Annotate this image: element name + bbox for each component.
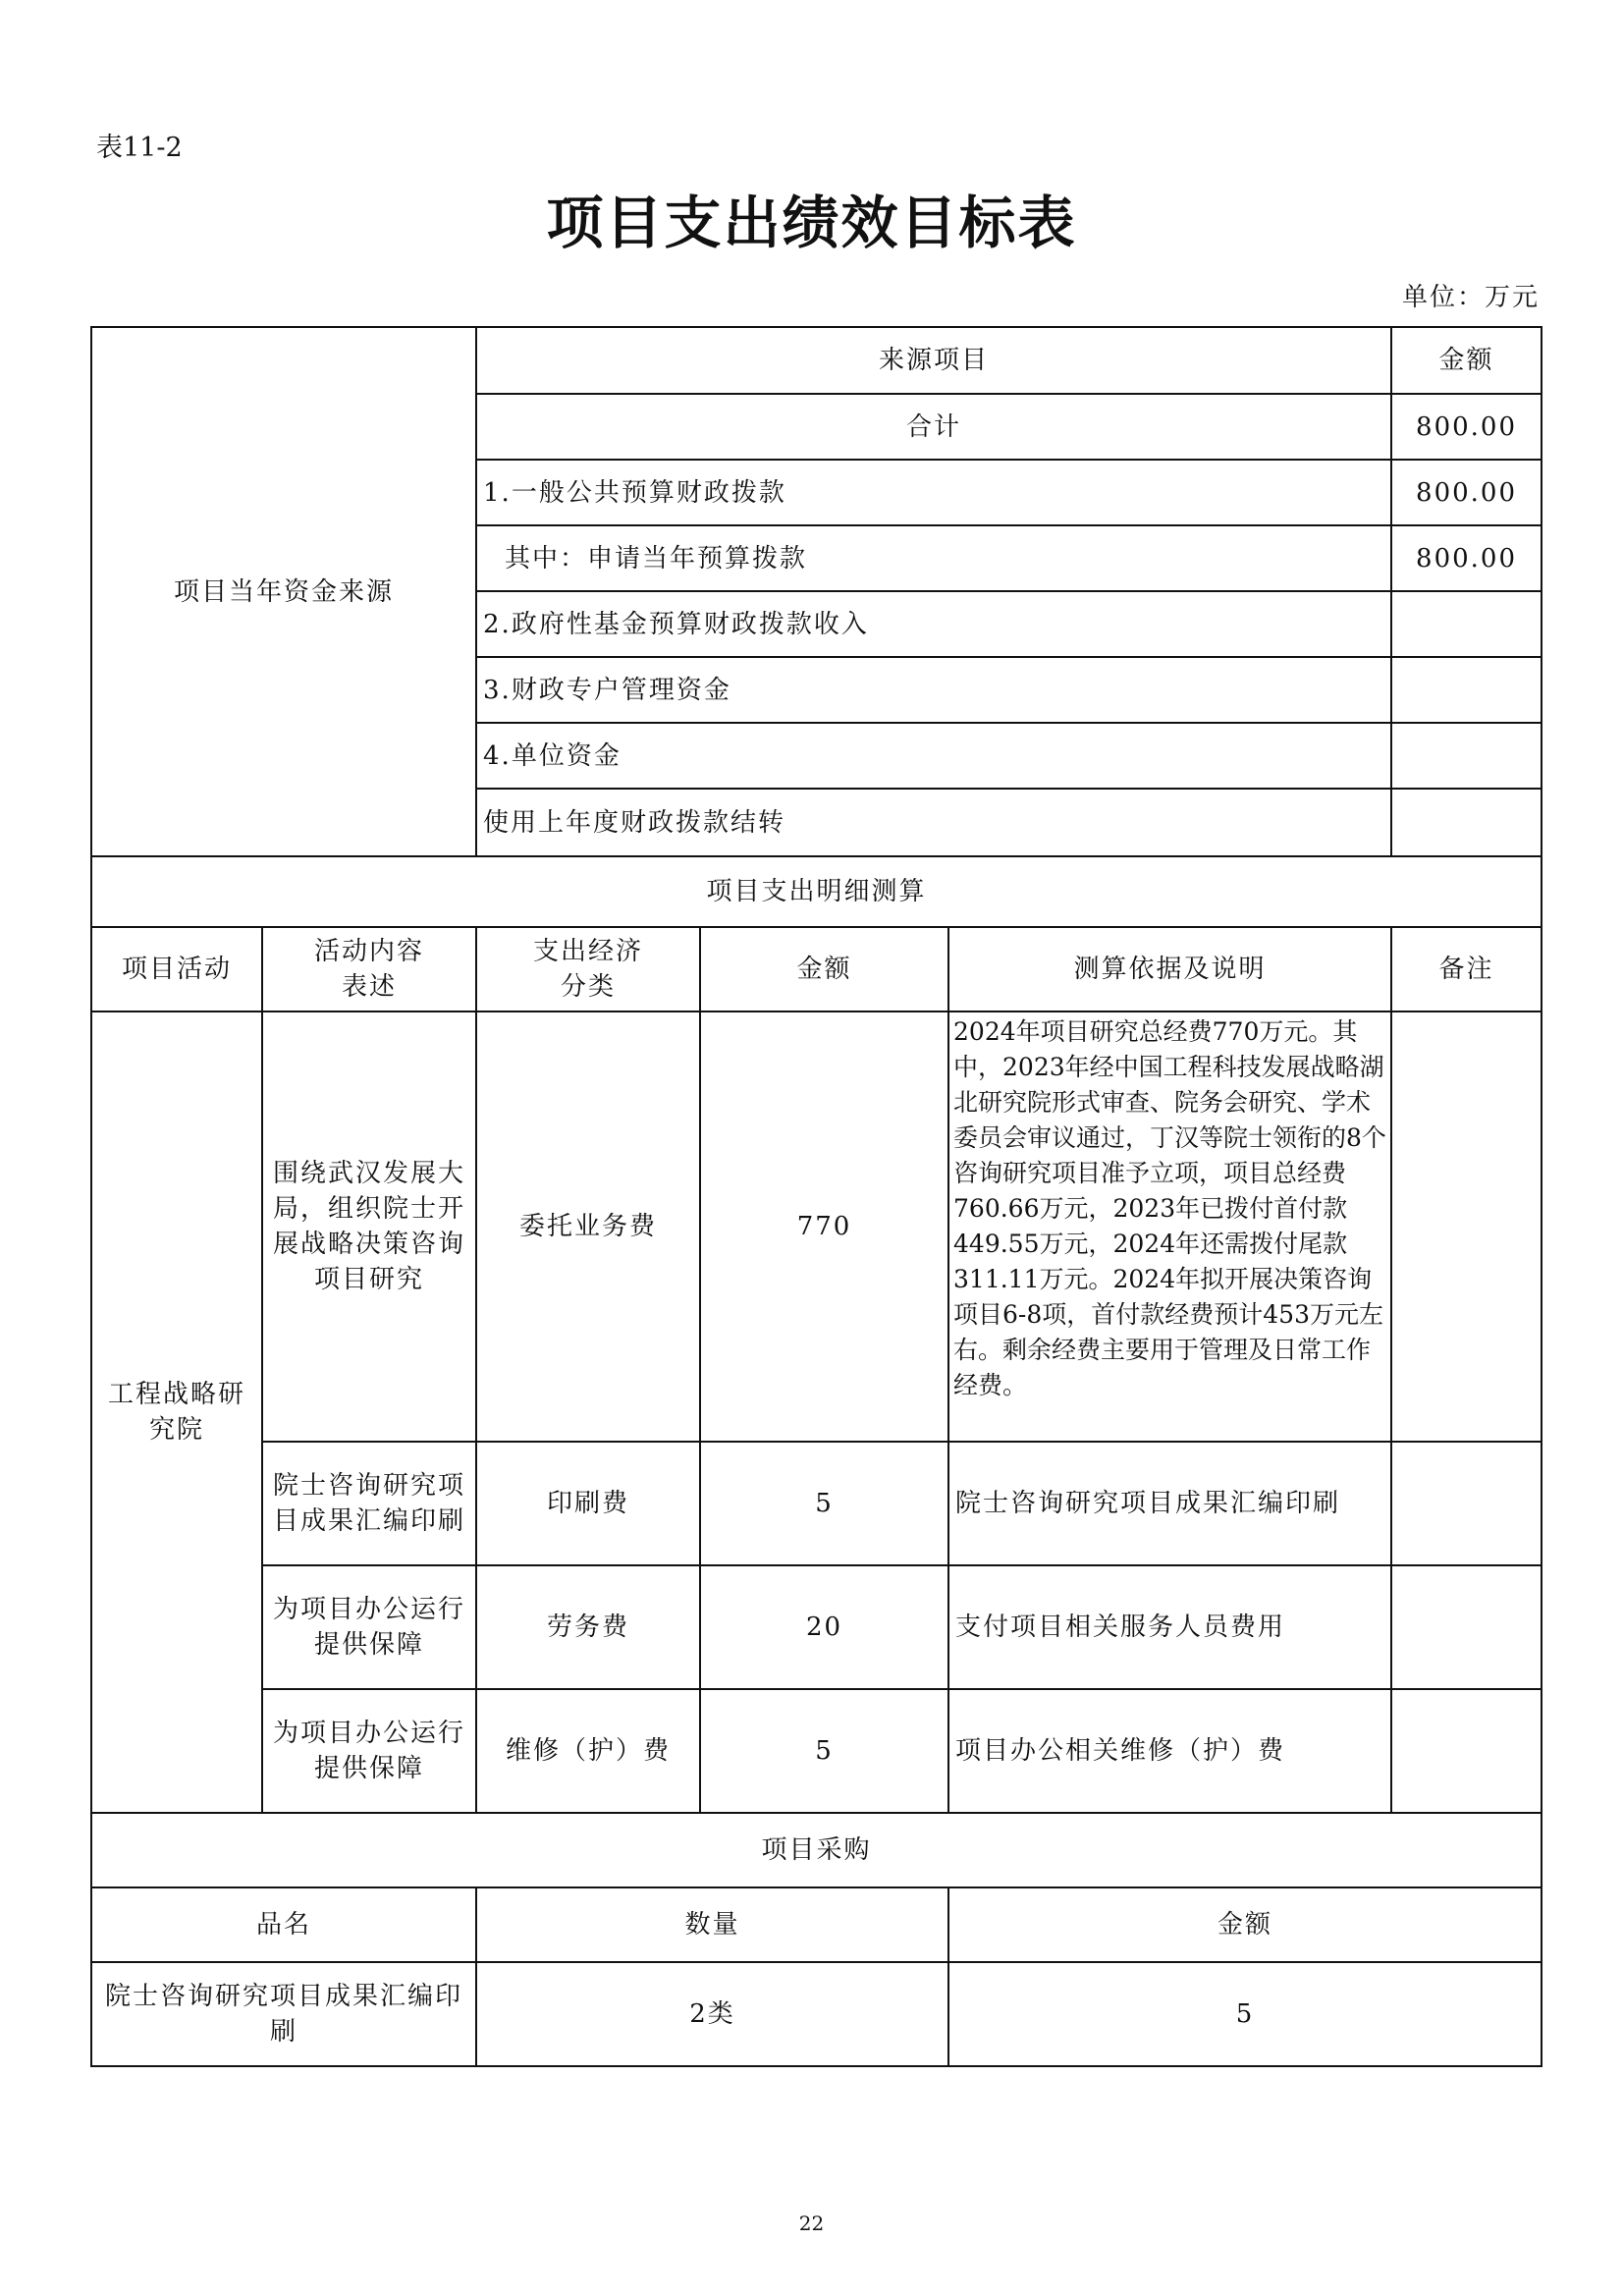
page-number: 22 [798,2212,825,2235]
procurement-header-amount: 金额 [948,1887,1542,1962]
funding-amount-row [1391,789,1542,856]
funding-source-row: 其中：申请当年预算拨款 [476,525,1391,591]
performance-target-table [90,326,1542,2067]
unit-label: 单位：万元 [1401,283,1540,312]
detail-content: 院士咨询研究项目成果汇编印刷 [262,1442,476,1565]
detail-basis: 支付项目相关服务人员费用 [948,1565,1391,1689]
detail-basis: 2024年项目研究总经费770万元。其中，2023年经中国工程科技发展战略湖北研究院形式审查、院务会研究、学术委员会审议通过，丁汉等院士领衔的8个咨询研究项目准予立项，项目总经费760.66万元，2023年已拨付首付款449.55万元，2024年还需拨付尾款311.11万元。2024年拟开展决策咨询项目6-8项，首付款经费预计453万元左右。剩余经费主要用于管理及日常工作经费。 [948,1011,1391,1442]
detail-header-activity: 项目活动 [91,927,262,1011]
funding-amount-total: 800.00 [1391,394,1542,460]
detail-amount: 20 [700,1565,948,1689]
detail-header-content: 活动内容表述 [262,927,476,1011]
funding-amount-row [1391,657,1542,723]
detail-section-title: 项目支出明细测算 [91,856,1542,927]
funding-amount-row: 800.00 [1391,525,1542,591]
funding-section-label: 项目当年资金来源 [91,327,476,856]
funding-amount-row [1391,723,1542,789]
funding-source-row: 3.财政专户管理资金 [476,657,1391,723]
detail-activity: 工程战略研究院 [91,1011,262,1813]
detail-category: 维修（护）费 [476,1689,700,1813]
procurement-header-quantity: 数量 [476,1887,948,1962]
procurement-quantity: 2类 [476,1962,948,2066]
detail-category: 印刷费 [476,1442,700,1565]
detail-header-basis: 测算依据及说明 [948,927,1391,1011]
procurement-name: 院士咨询研究项目成果汇编印刷 [91,1962,476,2066]
funding-header-source: 来源项目 [476,327,1391,394]
detail-basis: 项目办公相关维修（护）费 [948,1689,1391,1813]
detail-category: 劳务费 [476,1565,700,1689]
procurement-header-name: 品名 [91,1887,476,1962]
detail-amount: 770 [700,1011,948,1442]
table-number: 表11-2 [96,133,183,163]
detail-header-category: 支出经济分类 [476,927,700,1011]
detail-note [1391,1442,1542,1565]
detail-header-amount: 金额 [700,927,948,1011]
funding-source-row: 使用上年度财政拨款结转 [476,789,1391,856]
procurement-amount: 5 [948,1962,1542,2066]
detail-category: 委托业务费 [476,1011,700,1442]
funding-amount-row: 800.00 [1391,460,1542,525]
funding-source-row: 4.单位资金 [476,723,1391,789]
detail-note [1391,1011,1542,1442]
page-title: 项目支出绩效目标表 [546,190,1077,256]
funding-source-total: 合计 [476,394,1391,460]
detail-note [1391,1689,1542,1813]
detail-header-note: 备注 [1391,927,1542,1011]
detail-content: 为项目办公运行提供保障 [262,1689,476,1813]
detail-amount: 5 [700,1689,948,1813]
procurement-section-title: 项目采购 [91,1813,1542,1887]
detail-content: 为项目办公运行提供保障 [262,1565,476,1689]
detail-basis: 院士咨询研究项目成果汇编印刷 [948,1442,1391,1565]
detail-content: 围绕武汉发展大局，组织院士开展战略决策咨询项目研究 [262,1011,476,1442]
funding-source-row: 1.一般公共预算财政拨款 [476,460,1391,525]
funding-amount-row [1391,591,1542,657]
detail-note [1391,1565,1542,1689]
funding-source-row: 2.政府性基金预算财政拨款收入 [476,591,1391,657]
funding-header-amount: 金额 [1391,327,1542,394]
detail-amount: 5 [700,1442,948,1565]
